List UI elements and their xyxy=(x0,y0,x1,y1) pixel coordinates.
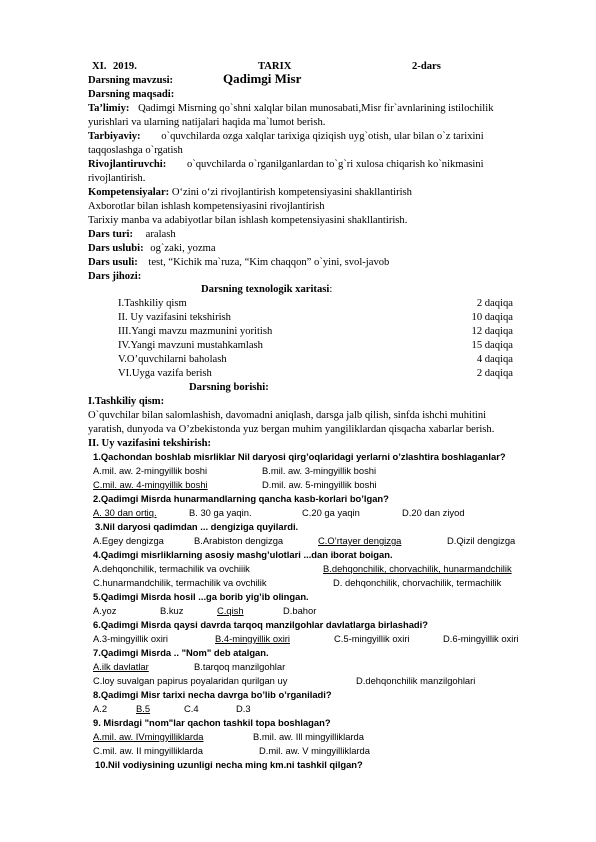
lesson-class: 2-dars xyxy=(412,61,441,72)
q9-option-a: A.mil. aw. IVmingyilliklarda xyxy=(93,731,204,742)
lesson-method xyxy=(88,256,389,270)
q2-option-c: C.20 ga yaqin xyxy=(302,507,360,518)
question-5: 5.Qadimgi Misrda hosil ...ga borib yig’ib olingan. xyxy=(93,591,309,602)
tech-step-5-name: V.O’quvchilarni baholash xyxy=(118,354,227,365)
question-2: 2.Qadimgi Misrda hunarmandlarning qancha kasb-korlari bo’lgan? xyxy=(93,493,389,504)
q7-option-a: A.ilk davlatlar xyxy=(93,661,149,672)
tech-step-4-name: IV.Yangi mavzuni mustahkamlash xyxy=(118,340,263,351)
q1-option-a: A.mil. aw. 2-mingyillik boshi xyxy=(93,465,208,476)
q3-option-c: C.O’rtayer dengizga xyxy=(318,535,402,546)
goal-educational-label: Ta’limiy: xyxy=(88,103,130,114)
q1-option-b: B.mil. aw. 3-mingyillik boshi xyxy=(262,465,377,476)
lesson-method-label: Dars usuli: xyxy=(88,257,138,268)
tech-step-4-time: 15 daqiqa xyxy=(471,340,513,351)
question-3: 3.Nil daryosi qadimdan ... dengiziga quyilardi. xyxy=(95,521,299,532)
q9-option-d: D.mil. aw. V mingyilliklarda xyxy=(259,745,370,756)
question-8: 8.Qadimgi Misr tarixi necha davrga bo’lib o’rganiladi? xyxy=(93,689,332,700)
course-title: Darsning borishi: xyxy=(189,382,269,393)
question-4: 4.Qadimgi misrliklarning asosiy mashg’ulotlari ...dan iborat boigan. xyxy=(93,549,393,560)
goal-developing-text-cont: rivojlantirish. xyxy=(88,173,146,184)
org-heading: I.Tashkiliy qism: xyxy=(88,396,165,407)
q2-option-b: B. 30 ga yaqin. xyxy=(189,507,252,518)
tech-step-6-name: VI.Uyga vazifa berish xyxy=(118,368,212,379)
question-6: 6.Qadimgi Misrda qaysi davrda tarqoq manzilgohlar davlatlarga birlashadi? xyxy=(93,619,428,630)
lesson-number: XI. xyxy=(92,61,107,72)
tech-map-colon: : xyxy=(329,284,333,295)
q1-option-c: C.mil. aw. 4-mingyillik boshi xyxy=(93,479,208,490)
lesson-style xyxy=(88,242,216,256)
topic-value: Qadimgi Misr xyxy=(223,71,302,86)
tech-map-title-text: Darsning texnologik xaritasi xyxy=(201,284,330,295)
goal-developing-text: o`quvchilarda o`rganilganlardan to`g`ri xulosa chiqarish ko`nikmasini xyxy=(186,159,484,170)
question-10: 10.Nil vodiysining uzunligi necha ming km.ni tashkil qilgan? xyxy=(95,759,363,770)
tech-step-3-name: III.Yangi mavzu mazmunini yoritish xyxy=(118,326,273,337)
q3-option-a: A.Egey dengizga xyxy=(93,535,164,546)
q5-option-d: D.bahor xyxy=(283,605,317,616)
goal-upbringing-label: Tarbiyaviy: xyxy=(88,131,141,142)
q8-option-a: A.2 xyxy=(93,703,108,714)
q3-option-d: D.Qizil dengizga xyxy=(447,535,516,546)
q7-option-d: D.dehqonchilik manzilgohlari xyxy=(356,675,476,686)
tech-map-title xyxy=(201,283,332,297)
q9-option-c: C.mil. aw. II mingyilliklarda xyxy=(93,745,203,756)
question-1: 1.Qachondan boshlab misrliklar Nil daryosi qirg’oqlaridagi yerlarni o’zlashtira boshlaganlar? xyxy=(93,451,506,462)
goal-developing-label: Rivojlantiruvchi: xyxy=(88,159,167,170)
q5-option-a: A.yoz xyxy=(93,605,117,616)
q8-option-d: D.3 xyxy=(236,703,251,714)
q9-option-b: B.mil. aw. Ill mingyilliklarda xyxy=(253,731,364,742)
q8-option-b: B.5 xyxy=(136,703,151,714)
tech-step-5-time: 4 daqiqa xyxy=(476,354,513,365)
q6-option-c: C.5-mingyillik oxiri xyxy=(334,633,410,644)
competencies-label: Kompetensiyalar: xyxy=(88,187,170,198)
q6-option-a: A.3-mingyillik oxiri xyxy=(93,633,169,644)
q1-option-d: D.mil. aw. 5-mingyillik boshi xyxy=(262,479,377,490)
competency-2: Axborotlar bilan ishlash kompetensiyasini rivojlantirish xyxy=(88,201,325,212)
tech-step-2-name: II. Uy vazifasini tekshirish xyxy=(118,312,231,323)
competency-3: Tarixiy manba va adabiyotlar bilan ishlash kompetensiyasini shakllantirish. xyxy=(88,215,408,226)
lesson-type-label: Dars turi: xyxy=(88,229,134,240)
lesson-year: 2019. xyxy=(113,61,137,72)
q4-option-a: A.dehqonchilik, termachilik va ovchiiik xyxy=(93,563,250,574)
goal-educational-text: Qadimgi Misrning qo`shni xalqlar bilan munosabati,Misr fir`avnlarining istilochilik xyxy=(138,103,494,114)
goal-upbringing-text-cont: taqqoslashga o`rgatish xyxy=(88,145,183,156)
goal-upbringing-text: o`quvchilarda ozga xalqlar tarixiga qiziqish uyg`otish, ular bilan o`z tarixini xyxy=(161,131,484,142)
tech-step-3-time: 12 daqiqa xyxy=(471,326,513,337)
q4-option-d: D. dehqonchilik, chorvachilik, termachilik xyxy=(333,577,502,588)
q2-option-a: A. 30 dan ortiq. xyxy=(93,507,157,518)
goal-developing xyxy=(88,158,484,172)
tech-step-1-time: 2 daqiqa xyxy=(476,298,513,309)
question-7: 7.Qadimgi Misrda .. "Nom" deb atalgan. xyxy=(93,647,269,658)
q7-option-b: B.tarqoq manzilgohlar xyxy=(194,661,286,672)
homework-heading: II. Uy vazifasini tekshirish: xyxy=(88,438,212,449)
q5-option-b: B.kuz xyxy=(160,605,184,616)
q2-option-d: D.20 dan ziyod xyxy=(402,507,465,518)
subject-title: TARIX xyxy=(258,61,292,72)
q4-option-c: C.hunarmandchilik, termachilik va ovchilik xyxy=(93,577,267,588)
lesson-type xyxy=(88,228,176,242)
q5-option-c: C.qish xyxy=(217,605,244,616)
competencies-line-1 xyxy=(88,186,412,200)
goal-educational-text-cont: yurishlari va ularning natijalari haqida ma`lumot berish. xyxy=(88,117,326,128)
competency-1: O‘zini o‘zi rivojlantirish kompetensiyasini shakllantirish xyxy=(171,187,412,198)
tech-step-6-time: 2 daqiqa xyxy=(476,368,513,379)
q4-option-b: B.dehqonchilik, chorvachilik, hunarmandchilik xyxy=(323,563,512,574)
q6-option-d: D.6-mingyillik oxiri xyxy=(443,633,519,644)
lesson-style-label: Dars uslubi: xyxy=(88,243,144,254)
lesson-equipment-label: Dars jihozi: xyxy=(88,271,142,282)
org-text-1: O`quvchilar bilan salomlashish, davomadni aniqlash, darsga jalb qilish, sinfda ishchi muhitini xyxy=(88,410,487,421)
lesson-type-value: aralash xyxy=(145,229,176,240)
org-text-2: yaratish, dunyoda va O’zbekistonda yuz bergan muhim yangiliklardan qisqacha xabarlar berish. xyxy=(88,424,495,435)
q3-option-b: B.Arabiston dengizga xyxy=(194,535,284,546)
q6-option-b: B.4-mingyillik oxiri xyxy=(215,633,291,644)
lesson-method-value: test, “Kichik ma`ruza, “Kim chaqqon” o`yini, svol-javob xyxy=(148,257,390,268)
goals-heading: Darsning maqsadi: xyxy=(88,89,175,100)
tech-step-1-name: I.Tashkiliy qism xyxy=(118,298,187,309)
tech-step-2-time: 10 daqiqa xyxy=(471,312,513,323)
lesson-style-value: og`zaki, yozma xyxy=(150,243,216,254)
q7-option-c: C.loy suvalgan papirus poyalaridan qurilgan uy xyxy=(93,675,288,686)
topic-label: Darsning mavzusi: xyxy=(88,75,174,86)
goal-upbringing xyxy=(88,130,484,144)
q8-option-c: C.4 xyxy=(184,703,199,714)
question-9: 9. Misrdagi "nom"lar qachon tashkil topa boshlagan? xyxy=(93,717,331,728)
goal-educational xyxy=(88,102,494,116)
